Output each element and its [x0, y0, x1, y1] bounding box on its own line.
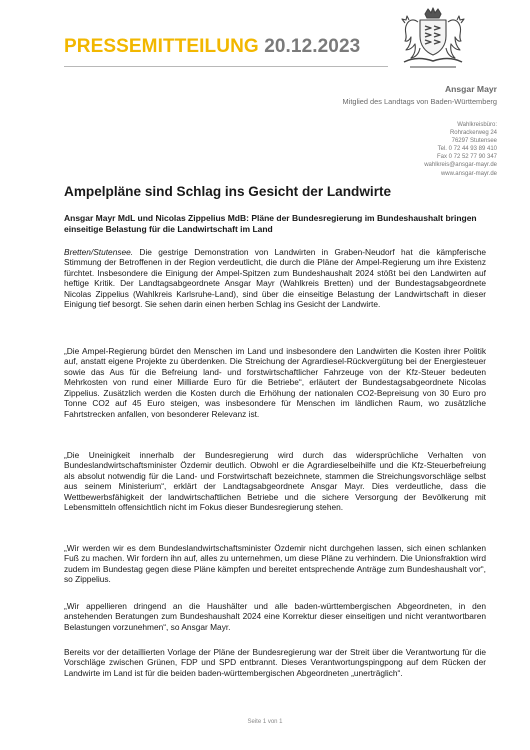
office-address — [424, 121, 497, 178]
paragraph-6: Bereits vor der detaillierten Vorlage der Pläne der Bundesregierung war der Streit über die Verantwortung für die Vorschläge zwischen Grünen, FDP und SPD entbrannt. Dieses Verantwortungspingpong auf dem Rücken der Landwirte im Land ist für die beiden baden-württembergischen Abgeordneten „unerträglich“. — [64, 647, 486, 678]
author-name: Ansgar Mayr — [444, 84, 497, 94]
subheadline: Ansgar Mayr MdL und Nicolas Zippelius MdB: Pläne der Bundesregierung im Bundeshaushalt bringen einseitige Belastung für die Landwirtschaft im Land — [64, 213, 477, 234]
fax-line: Fax 0 72 52 77 90 347 — [436, 154, 497, 161]
paragraph-5: „Wir appellieren dringend an die Haushälter und alle baden-württembergischen Abgeordneten, in den anstehenden Beratungen zum Bundeshaushalt 2024 eine Korrektur dieser einseitigen und nicht verantwortbaren Belastungen vorzunehmen“, so Ansgar Mayr. — [64, 601, 486, 632]
press-release-title — [64, 36, 360, 58]
phone-line: Tel. 0 72 44 93 89 410 — [437, 146, 497, 153]
email-line[interactable]: wahlkreis@ansgar-mayr.de — [424, 162, 497, 169]
address-line: 76297 Stutensee — [451, 138, 497, 145]
page-number: Seite 1 von 1 — [247, 719, 283, 725]
dateline-place: Bretten/Stutensee. — [64, 247, 134, 257]
member-line: Mitglied des Landtags von Baden-Württemberg — [342, 97, 497, 106]
paragraph-2: „Die Ampel-Regierung bürdet den Menschen im Land und insbesondere den Landwirten die Kosten ihrer Politik auf, anstatt eigene Projekte zu überdenken. Die Streichung der Agrardiesel-Rückvergütung bei der Energiesteuer sowie das Aus für die Befreiung land- und forstwirtschaftlicher Fahrzeuge von der Kfz-Steuer bedeuten Mehrkosten von rund einer Milliarde Euro für die Betriebe“, erläutert der Bundestagsabgeordnete Nicolas Zippelius. Zusätzlich werden die Kosten durch die Erhöhung der nationalen CO2-Bepreisung von 30 Euro pro Tonne CO2 auf 45 Euro steigen, was insbesondere für Menschen im ländlichen Raum, wo zusätzliche Fahrtstrecken anfallen, von besonderer Relevanz ist. — [64, 346, 486, 419]
title-word: PRESSEMITTEILUNG — [64, 36, 259, 57]
paragraph-3: „Die Uneinigkeit innerhalb der Bundesregierung wird durch das widersprüchliche Verhalten von Bundeslandwirtschaftsminister Özdemir deutlich. Obwohl er die Agrardieselbeihilfe und die Kfz-Steuerbefreiung als absolut notwendig für die Land- und Forstwirtschaft bezeichnete, stammen die Streichungsvorschläge selbst aus seinem Ministerium“, erklärt der Landtagsabgeordnete Ansgar Mayr. Dies verdeutliche, dass die Wettbewerbsfähigkeit der landwirtschaftlichen Betriebe und die sichere Versorgung der Bevölkerung mit Lebensmitteln offensichtlich nicht im Fokus dieser Bundesregierung stehen. — [64, 450, 486, 513]
coat-of-arms-icon — [396, 6, 470, 76]
paragraph-1 — [64, 247, 486, 310]
address-line: Wahlkreisbüro: — [457, 122, 497, 128]
website-line[interactable]: www.ansgar-mayr.de — [440, 170, 497, 177]
paragraph-1-text: Die gestrige Demonstration von Landwirten in Graben-Neudorf hat die kämpferische Stimmung der Betroffenen in der Region verdeutlicht, die durch die Pläne der Ampel-Regierung um ihre Existenz fürchtet. Insbesondere die Einigung der Ampel-Spitzen zum Bundeshaushalt 2024 stößt bei den Landwirten auf heftige Kritik. Der Landtagsabgeordnete Ansgar Mayr (Wahlkreis Bretten) und der Bundestagsabgeordnete Nicolas Zippelius (Wahlkreis Karlsruhe-Land), sind über die einseitige Belastung der Landwirtschaft in dieser Einigung tief besorgt. Sie sehen darin einen herben Schlag ins Gesicht der Landwirte. — [64, 247, 486, 310]
headline: Ampelpläne sind Schlag ins Gesicht der Landwirte — [64, 184, 392, 199]
title-date: 20.12.2023 — [264, 36, 361, 57]
address-line: Rohrackerweg 24 — [449, 130, 497, 137]
header-rule — [64, 66, 388, 67]
paragraph-4: „Wir werden wir es dem Bundeslandwirtschaftsminister Özdemir nicht durchgehen lassen, sich einen schlanken Fuß zu machen. Wir fordern ihn auf, alles zu unternehmen, um diese Pläne zu verhindern. Die Unionsfraktion wird zudem im Bundestag gegen diese Pläne kämpfen und bereitet entsprechende Anträge zum Bundeshaushalt vor“, so Zippelius. — [64, 543, 486, 585]
